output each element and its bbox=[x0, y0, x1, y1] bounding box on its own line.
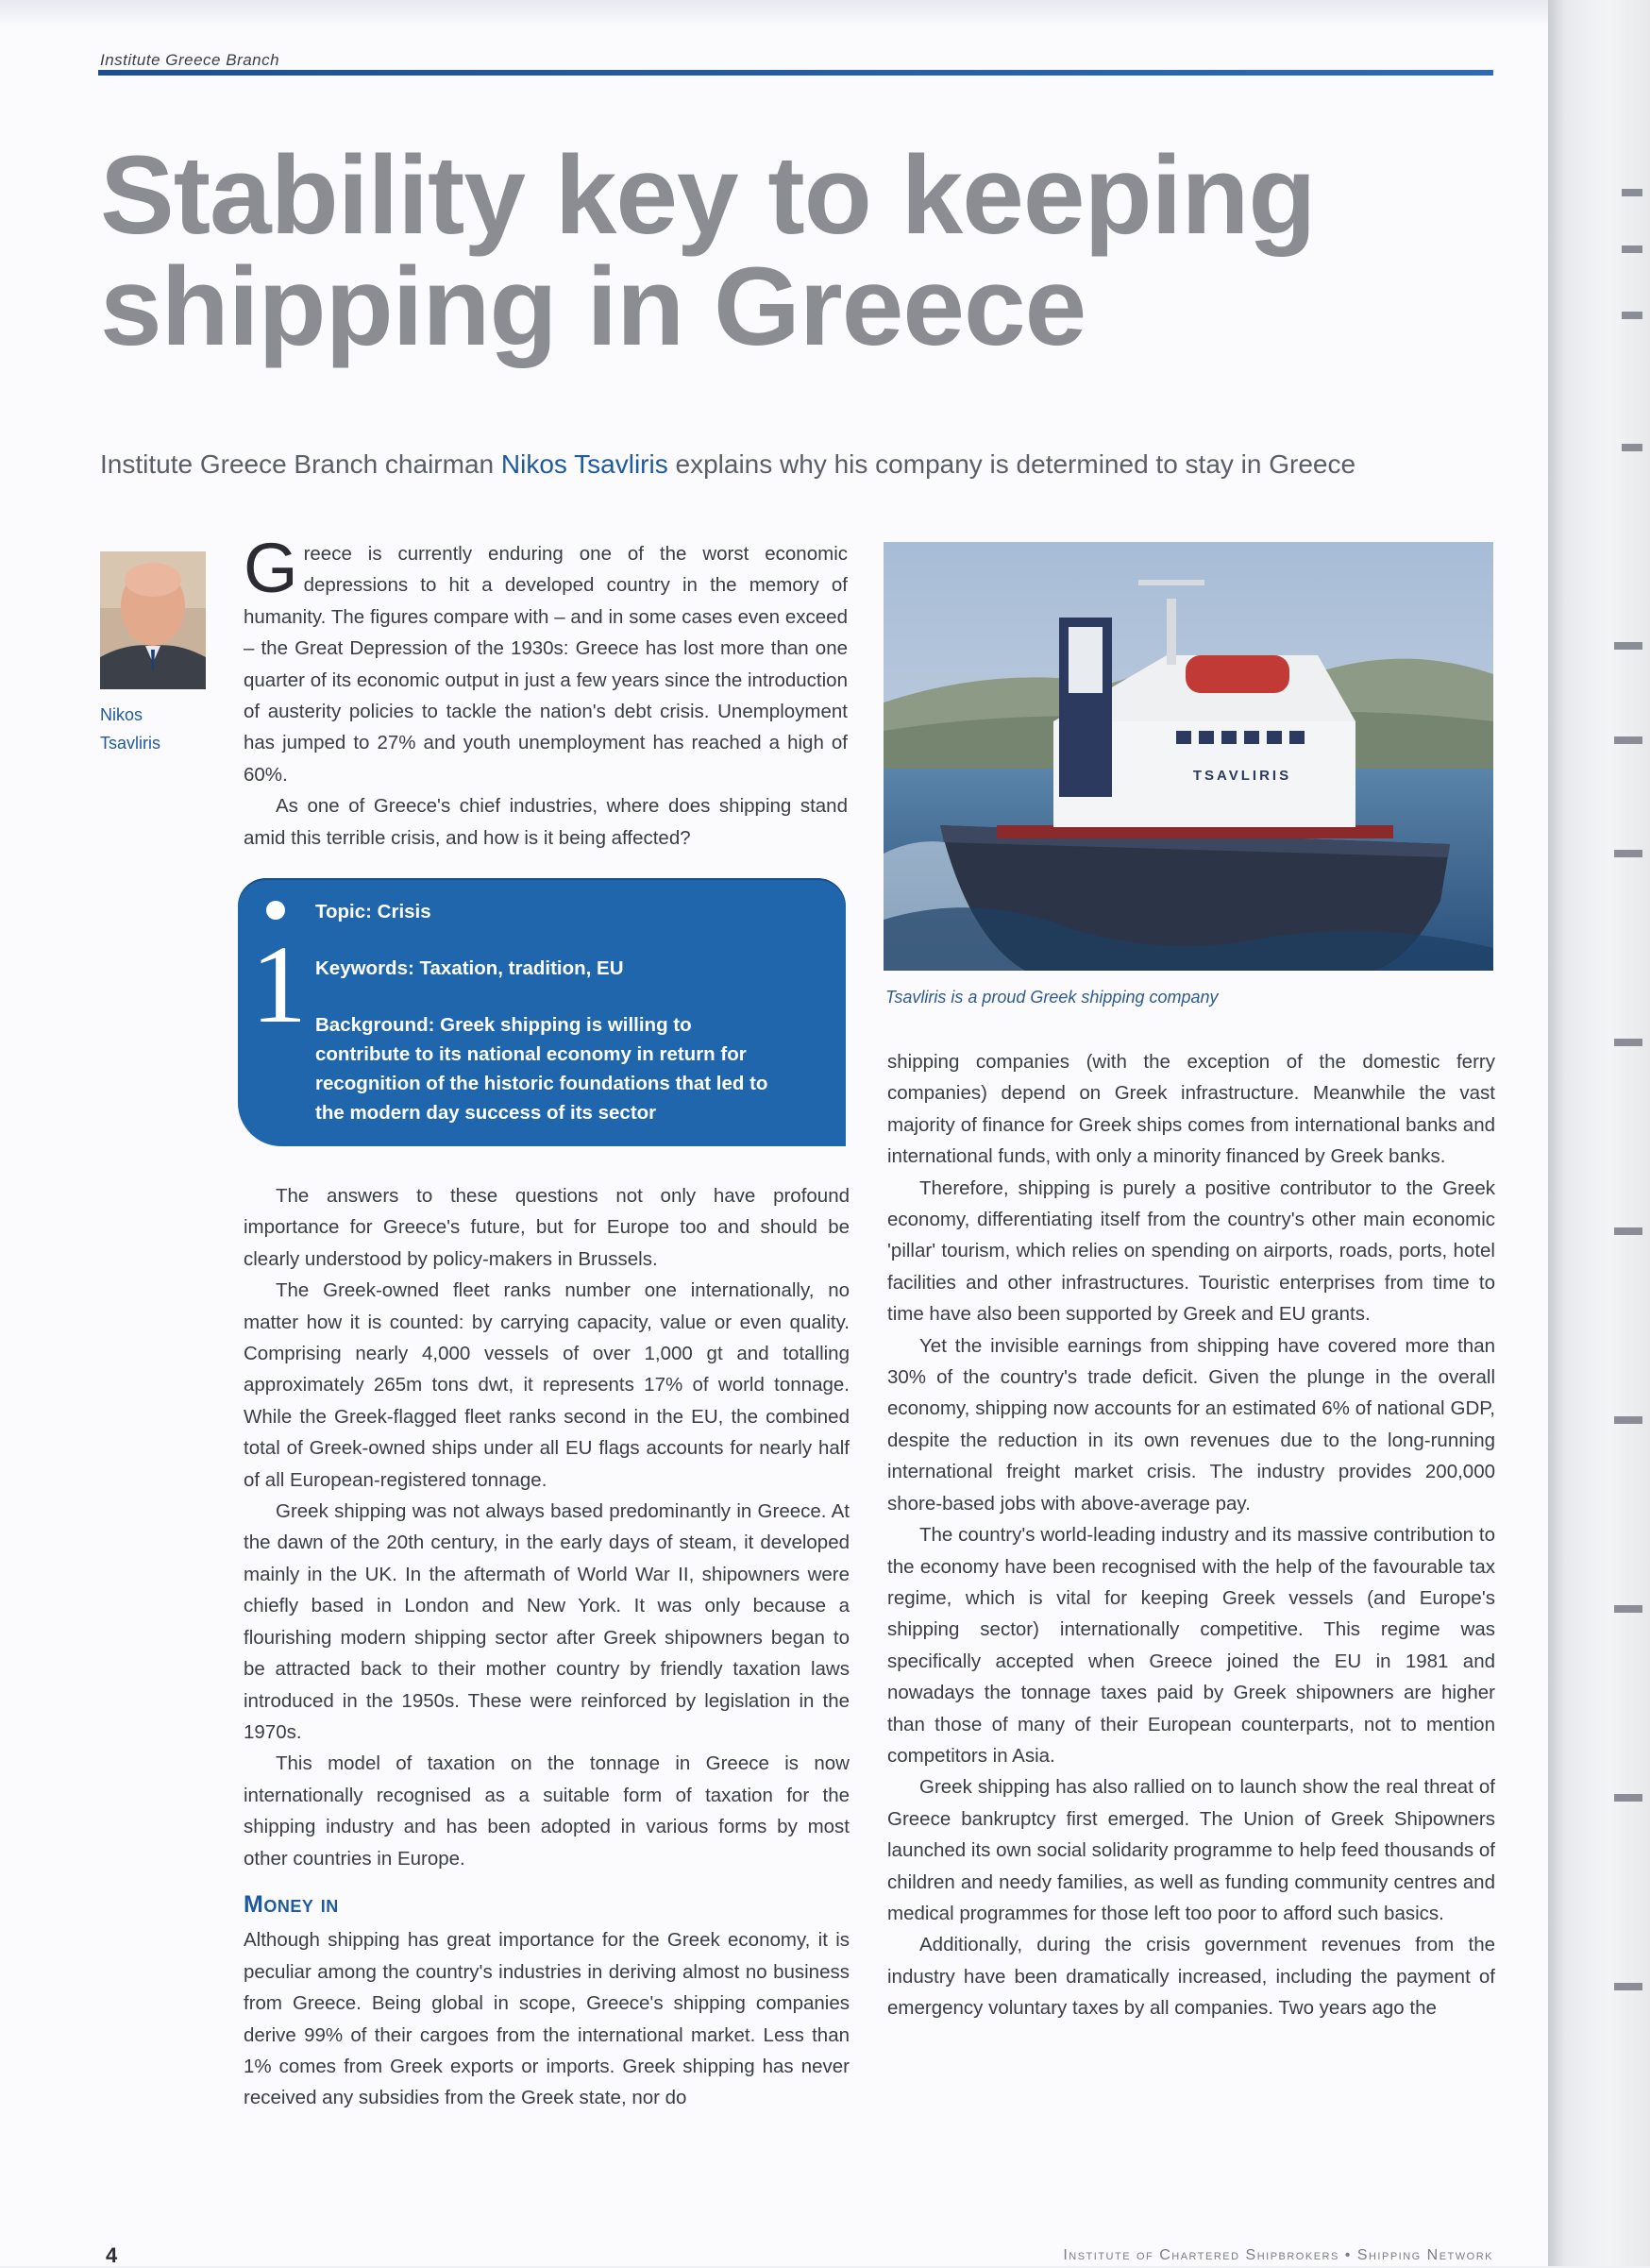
box-numeral: 1 bbox=[251, 922, 307, 1046]
title-line-2: shipping in Greece bbox=[100, 245, 1086, 369]
key-points-box bbox=[238, 878, 846, 1146]
drop-cap: G bbox=[244, 529, 298, 607]
portrait-caption-last: Tsavliris bbox=[100, 734, 161, 753]
adjacent-page-mark bbox=[1614, 1794, 1642, 1802]
standfirst-after: explains why his company is determined to stay in Greece bbox=[667, 449, 1356, 479]
standfirst-name: Nikos Tsavliris bbox=[500, 449, 668, 479]
title-line-1: Stability key to keeping bbox=[100, 133, 1316, 258]
adjacent-page-mark bbox=[1614, 642, 1642, 650]
box-background-line-4: the modern day success of its sector bbox=[315, 1102, 657, 1124]
body-paragraph: shipping companies (with the exception of the domestic ferry companies) depend on Greek infrastructure. Meanwhile the vast majority of finance for Greek ships comes from international banks and international funds, with only a minority financed by Greek banks. bbox=[887, 1051, 1495, 1168]
box-topic: Topic: Crisis bbox=[315, 901, 431, 922]
body-paragraph: Although shipping has great importance for the Greek economy, it is peculiar among the country's industries in deriving almost no business from Greece. Being global in scope, Greece's shipping companies derive 99% of their cargoes from the international market. Less than 1% comes from Greek exports or imports. Greek shipping has never received any subsidies from the Greek state, nor do bbox=[244, 1929, 850, 2109]
header-rule bbox=[98, 70, 1493, 76]
standfirst bbox=[100, 449, 1535, 480]
adjacent-page-mark bbox=[1614, 1605, 1642, 1613]
tugboat-image bbox=[884, 542, 1493, 971]
intro-paragraph-1 bbox=[244, 529, 848, 790]
adjacent-page-mark bbox=[1614, 1983, 1642, 1990]
ship-name-label: TSAVLIRIS bbox=[1192, 768, 1292, 784]
article-title bbox=[100, 133, 1535, 369]
body-paragraph: Greek shipping has also rallied on to launch show the real threat of Greece bankruptcy first emerged. The Union of Greek Shipowners launched its own social solidarity programme to help feed thousands of children and needy families, as well as funding community centres and medical programmes for those left too poor to afford such basics. bbox=[887, 1776, 1495, 1924]
body-paragraph: Additionally, during the crisis government revenues from the industry have been dramatically increased, including the payment of emergency voluntary taxes by all companies. Two years ago the bbox=[887, 1934, 1495, 2020]
portrait-caption-first: Nikos bbox=[100, 705, 143, 724]
column-right bbox=[887, 1046, 1495, 2024]
adjacent-page-mark bbox=[1614, 1227, 1642, 1235]
ship-photo bbox=[884, 542, 1493, 971]
box-keywords: Keywords: Taxation, tradition, EU bbox=[315, 957, 624, 979]
intro-text bbox=[244, 529, 848, 854]
page-top-shadow bbox=[0, 0, 1548, 28]
standfirst-before: Institute Greece Branch chairman bbox=[100, 449, 501, 479]
adjacent-page-mark bbox=[1622, 245, 1642, 253]
body-paragraph: This model of taxation on the tonnage in Greece is now internationally recognised as a suitable form of taxation for the shipping industry and has been adopted in various forms by most other countries in Europe. bbox=[244, 1752, 850, 1870]
adjacent-page-mark bbox=[1622, 444, 1642, 451]
adjacent-page-edge bbox=[1548, 0, 1650, 2266]
photo-caption: Tsavliris is a proud Greek shipping company bbox=[885, 988, 1219, 1007]
intro-paragraph-1-text: reece is currently enduring one of the worst economic depressions to hit a developed country in the memory of humanity. The figures compare with – and in some cases even exceed – the Great Depression of the 1930s: Greece has lost more than one quarter of its economic output in just a few years since the introduction of austerity policies to tackle the nation's debt crisis. Unemployment has jumped to 27% and youth unemployment has reached a high of 60%. bbox=[244, 543, 848, 786]
portrait-caption bbox=[100, 701, 204, 757]
adjacent-page-mark bbox=[1622, 189, 1642, 196]
running-header: Institute Greece Branch bbox=[100, 51, 280, 69]
bullet-icon bbox=[266, 901, 285, 920]
subhead-money-in: Money in bbox=[244, 1890, 339, 1918]
box-background-line-3: recognition of the historic foundations that led to bbox=[315, 1073, 768, 1094]
adjacent-page-mark bbox=[1614, 1039, 1642, 1046]
box-background-line-1: Background: Greek shipping is willing to bbox=[315, 1014, 692, 1036]
body-paragraph: The Greek-owned fleet ranks number one internationally, no matter how it is counted: by carrying capacity, value or even quality. Comprising nearly 4,000 vessels of over 1,000 gt and totalling approximately 265m tons dwt, it represents 17% of world tonnage. While the Greek-flagged fleet ranks second in the EU, the combined total of Greek-owned ships under all EU flags accounts for nearly half of all European-registered tonnage. bbox=[244, 1279, 850, 1491]
intro-paragraph-2: As one of Greece's chief industries, where does shipping stand amid this terrible crisis, and how is it being affected? bbox=[244, 795, 848, 849]
body-paragraph: The country's world-leading industry and its massive contribution to the economy have been recognised with the help of the favourable tax regime, which is vital for keeping Greek vessels (and Europe's shipping sector) internationally competitive. This regime was specifically accepted when Greece joined the EU in 1981 and nowadays the tonnage taxes paid by Greek shipowners are higher than those of many of their European counterparts, not to mention competitors in Asia. bbox=[887, 1524, 1495, 1767]
author-portrait bbox=[100, 551, 206, 689]
adjacent-page-mark bbox=[1622, 312, 1642, 319]
body-paragraph: The answers to these questions not only have profound importance for Greece's future, but for Europe too and should be clearly understood by policy-makers in Brussels. bbox=[244, 1185, 850, 1270]
column-left bbox=[244, 1180, 850, 2114]
adjacent-page-mark bbox=[1614, 850, 1642, 857]
body-paragraph: Yet the invisible earnings from shipping have covered more than 30% of the country's trade deficit. Given the plunge in the overall economy, shipping now accounts for an estimated 6% of national GDP, despite the reduction in its own revenues due to the long-running international freight market crisis. The industry provides 200,000 shore-based jobs with above-average pay. bbox=[887, 1334, 1495, 1515]
footer-publication: Institute of Chartered Shipbrokers • Shipping Network bbox=[1063, 2247, 1493, 2263]
portrait-image bbox=[100, 551, 206, 689]
page-number: 4 bbox=[106, 2243, 118, 2267]
adjacent-page-mark bbox=[1614, 1416, 1642, 1424]
adjacent-page-mark bbox=[1614, 736, 1642, 744]
body-paragraph: Therefore, shipping is purely a positive contributor to the Greek economy, differentiating itself from the country's other main economic 'pillar' tourism, which relies on spending on airports, roads, ports, hotel facilities and other infrastructures. Touristic enterprises from time to time have also been supported by Greek and EU grants. bbox=[887, 1176, 1495, 1326]
box-background-line-2: contribute to its national economy in return for bbox=[315, 1043, 747, 1065]
body-paragraph: Greek shipping was not always based predominantly in Greece. At the dawn of the 20th century, in the early days of steam, it developed mainly in the UK. In the aftermath of World War II, shipowners were chiefly based in London and New York. It was only because a flourishing modern shipping sector after Greek shipowners began to be attracted back to their mother country by friendly taxation laws introduced in the 1950s. These were reinforced by legislation in the 1970s. bbox=[244, 1500, 850, 1743]
